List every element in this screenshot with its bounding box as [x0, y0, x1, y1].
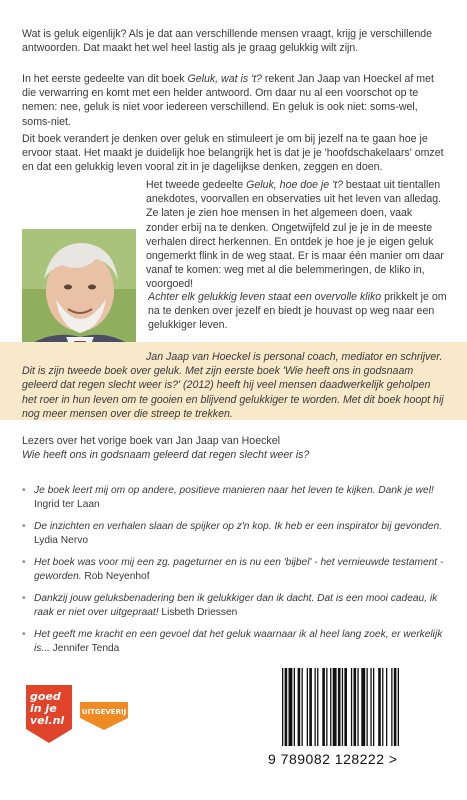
publisher-logo [24, 683, 74, 745]
part-two-title: Geluk, hoe doe je 't? [246, 179, 343, 191]
barcode-bar [326, 668, 327, 746]
barcode-bar [351, 668, 352, 746]
quote-author: Jennifer Tenda [52, 643, 120, 654]
publisher-logo-badge [24, 683, 74, 745]
barcode-bar [378, 668, 381, 746]
barcode-bar [398, 668, 399, 746]
isbn-arrow-icon: > [388, 751, 398, 767]
quote-author: Lydia Nervo [34, 535, 88, 546]
barcode-bar [282, 668, 283, 746]
barcode-bar [367, 668, 368, 746]
barcode-bar [322, 668, 325, 746]
reader-quote [22, 628, 447, 656]
reviews-book-title: Wie heeft ons in godsnaam geleerd dat regen slecht weer is? [22, 449, 310, 462]
impact-paragraph: Dit boek verandert je denken over geluk en stimuleert je om bij jezelf na te gaan hoe je ervoor staat. Het maakt je duidelijk hoe belangrijk het is dat je je 'hoofdschakelaars' omzet en dat een gelukkig leven vooral zit in je dagelijkse denken, zeggen en doen. [22, 133, 444, 174]
barcode-bar [342, 668, 343, 746]
publisher-tag [80, 698, 128, 732]
quote-text: De inzichten en verhalen slaan de spijker op z'n kop. Ik heb er een inspirator bij gevonden. [34, 521, 442, 532]
part-one-paragraph [22, 72, 447, 129]
publisher-tag-label: UITGEVERIJ [81, 708, 127, 716]
reader-quote [22, 592, 447, 620]
barcode-bar [361, 668, 365, 746]
barcode-bar [382, 668, 383, 746]
barcode-bar [289, 668, 293, 746]
svg-text:in je: in je [30, 702, 57, 715]
barcode-bar [373, 668, 374, 746]
part-one-title: Geluk, wat is 't? [187, 73, 262, 85]
reader-quotes-list [22, 484, 447, 664]
isbn-number [268, 751, 458, 767]
part-one-text-b: rekent Jan Jaap van Hoeckel af met die verwarring en komt met een helder antwoord. Om daar nu al een voorschot op te nemen: nee, geluk is niet voor iedereen verschillend. En geluk is ook niet: soms-wel, soms-niet. [22, 73, 434, 128]
bullet-icon: • [22, 485, 26, 496]
closing-paragraph [148, 290, 448, 333]
author-bio-text: Jan Jaap van Hoeckel is personal coach, mediator en schrijver. Dit is zijn tweede boek over geluk. Met zijn eerste boek 'Wie heeft ons in godsnaam geleerd dat regen slecht weer is?' (2012) heeft hij veel mensen daadwerkelijk geholpen het roer in hun leven om te gooien en blijvend gelukkiger te worden. Met dit boek hoopt hij nog meer mensen over die streep te trekken. [22, 351, 444, 420]
publisher-tag-shape [80, 698, 128, 732]
bullet-icon: • [22, 629, 26, 640]
barcode-bar [309, 668, 312, 746]
barcode-bar [294, 668, 295, 746]
reader-quote [22, 520, 447, 548]
barcode-bar [317, 668, 318, 746]
svg-text:vel.nl: vel.nl [30, 714, 65, 727]
isbn-digits: 9 789082 128222 [268, 751, 385, 767]
barcode-bar [370, 668, 371, 746]
barcode-bar [354, 668, 357, 746]
barcode-bar [338, 668, 341, 746]
quote-author: Ingrid ter Laan [34, 499, 100, 510]
barcode-bar [386, 668, 387, 746]
quote-text: Je boek leert mij om op andere, positieve manieren naar het leven te kijken. Dank je wel! [34, 485, 434, 496]
svg-text:goed: goed [30, 690, 61, 703]
barcode-bar [302, 668, 303, 746]
barcode-bar [344, 668, 347, 746]
reader-quote [22, 556, 447, 584]
reviews-title: Lezers over het vorige boek van Jan Jaap van Hoeckel [22, 435, 280, 447]
closing-text: prikkelt je om na te denken over jezelf en biedt je houvast op weg naar een gelukkiger leven. [148, 291, 447, 332]
bullet-icon: • [22, 557, 26, 568]
part-two-text-a: Het tweede gedeelte [146, 179, 247, 191]
part-one-text-a: In het eerste gedeelte van dit boek [22, 73, 188, 85]
barcode-bars [268, 664, 450, 750]
barcode-bar [357, 668, 358, 746]
quote-text: Het geeft me kracht en een gevoel dat het geluk waarnaar ik al heel lang zoek, er werkelijk is... [34, 629, 443, 654]
intro-paragraph: Wat is geluk eigenlijk? Als je dat aan verschillende mensen vraagt, krijg je verschillende antwoorden. Dat maakt het wel heel lastig als je graag gelukkig wilt zijn. [22, 28, 433, 55]
barcode-bar [330, 668, 331, 746]
quote-author: Rob Neyenhof [84, 571, 150, 582]
quote-text: Dankzij jouw geluksbenadering ben ik gelukkiger dan ik dacht. Dat is een mooi cadeau, ik raak er niet over uitgepraat! [34, 593, 438, 618]
barcode-bar [307, 668, 308, 746]
barcode-bar [298, 668, 301, 746]
bullet-icon: • [22, 521, 26, 532]
quote-author: Lisbeth Driessen [161, 607, 238, 618]
barcode-bar [315, 668, 316, 746]
reviews-heading [22, 434, 447, 462]
barcode-bar [394, 668, 397, 746]
barcode-bar [285, 668, 288, 746]
barcode-bar [391, 668, 392, 746]
quote-text: Het boek was voor mij een zg. pageturner en is nu een 'bijbel' - het vernieuwde testament - geworden. [34, 557, 444, 582]
barcode-bar [333, 668, 337, 746]
bullet-icon: • [22, 593, 26, 604]
closing-title: Achter elk gelukkig leven staat een overvolle kliko [148, 291, 382, 303]
part-two-text-b: bestaat uit tientallen anekdotes, voorvallen en observaties uit het leven van alledag. Ze laten je zien hoe mensen in het algemeen doen, vaak zonder erbij na te denken. Ongetwijfeld zul je je in de meeste verhalen direct herkennen. En ontdek je hoe je je eigen geluk ongemerkt flink in de weg staat. Er is maar één manier om daar vanaf te komen: weg met al die belemmeringen, de kliko in, voorgoed! [146, 179, 444, 291]
reader-quote [22, 484, 447, 512]
